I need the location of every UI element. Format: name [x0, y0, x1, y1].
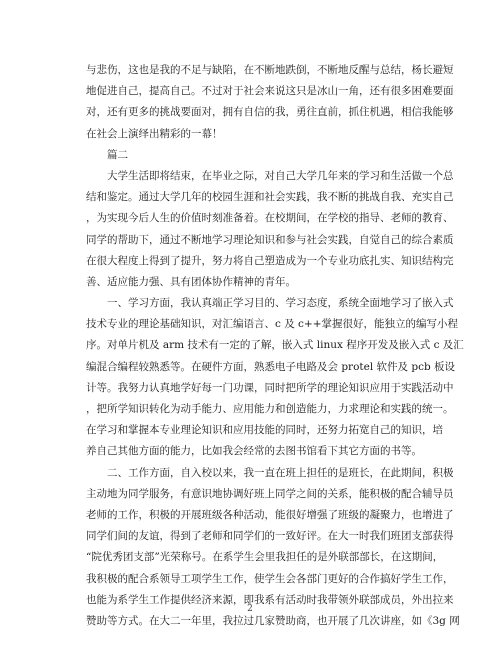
- text-line: 也能为系学生工作提供经济来源，即我系有活动时我带领外联部成员，外出拉来: [86, 593, 454, 606]
- text-line: 计等。我努力认真地学好每一门功课，同时把所学的理论知识应用于实践活动中: [86, 381, 454, 394]
- text-line: 大学生活即将结束，在毕业之际，对自己大学几年来的学习和生活做一个总: [86, 169, 454, 182]
- text-line: 二、工作方面，自入校以来，我一直在班上担任的是班长，在此期间，积极: [86, 466, 454, 479]
- text-line: 同学的帮助下，通过不断地学习理论知识和参与社会实践，自觉自己的综合素质: [86, 233, 454, 246]
- text-line: 结和鉴定。通过大学几年的校园生涯和社会实践，我不断的挑战自我、充实自己: [86, 191, 454, 204]
- text-line: 同学们间的友谊，得到了老师和同学们的一致好评。在大一时我们班团支部获得: [86, 530, 454, 543]
- text-line: 技术专业的理论基础知识，对汇编语言、c 及 c++掌握很好，能独立的编写小程: [86, 318, 459, 331]
- text-line: 地促进自己，提高自己。不过对于社会来说这只是冰山一角，还有很多困难要面: [86, 85, 454, 98]
- text-line: 在很大程度上得到了提升，努力将自己塑造成为一个专业功底扎实、知识结构完: [86, 254, 454, 267]
- text-line: 编混合编程较熟悉等。在硬件方面，熟悉电子电路及会 protel 软件及 pcb 板设: [86, 360, 456, 373]
- text-line: 善、适应能力强、具有团体协作精神的青年。: [86, 275, 296, 288]
- text-line: 养自己其他方面的能力，比如我会经常的去图书馆看下其它方面的书等。: [86, 445, 422, 458]
- text-line: 与悲伤，这也是我的不足与缺陷，在不断地跌倒，不断地反醒与总结，杨长避短: [86, 64, 454, 76]
- text-line: ，把所学知识转化为动手能力、应用能力和创造能力，力求理论和实践的统一。: [86, 403, 454, 415]
- text-line: “院优秀团支部”光荣称号。在系学生会里我担任的是外联部部长，在这期间，: [86, 551, 444, 564]
- text-line: 在学习和掌握本专业理论知识和应用技能的同时，还努力拓宽自己的知识，培: [86, 424, 443, 437]
- text-line: 篇二: [86, 148, 128, 161]
- document-body: [86, 60, 464, 632]
- text-line: 主动地为同学服务，有意识地协调好班上同学之间的关系，能积极的配合辅导员: [86, 487, 454, 500]
- text-line: 老师的工作，积极的开展班级各种活动，能很好增强了班级的凝聚力，也增进了: [86, 508, 454, 521]
- text-line: ，为实现今后人生的价值时刻准备着。在校期间，在学校的指导、老师的教育、: [86, 212, 454, 225]
- text-line: 在社会上演绎出精彩的一幕！: [86, 127, 223, 140]
- page-number: 2: [247, 604, 253, 614]
- text-line: 赞助等方式。在大二一年里，我拉过几家赞助商，也开展了几次讲座，如《3g 网: [86, 614, 460, 627]
- text-line: 对，还有更多的挑战要面对，拥有自信的我，勇往直前，抓住机遇，相信我能够: [86, 106, 454, 119]
- text-line: 我积极的配合系领导工项学生工作，使学生会各部门更好的合作搞好学生工作，: [86, 572, 454, 585]
- text-line: 一、学习方面，我认真端正学习目的、学习态度，系统全面地学习了嵌入式: [86, 297, 454, 310]
- text-line: 序。对单片机及 arm 技术有一定的了解，嵌入式 linux 程序开发及嵌入式 c 及汇: [86, 339, 464, 352]
